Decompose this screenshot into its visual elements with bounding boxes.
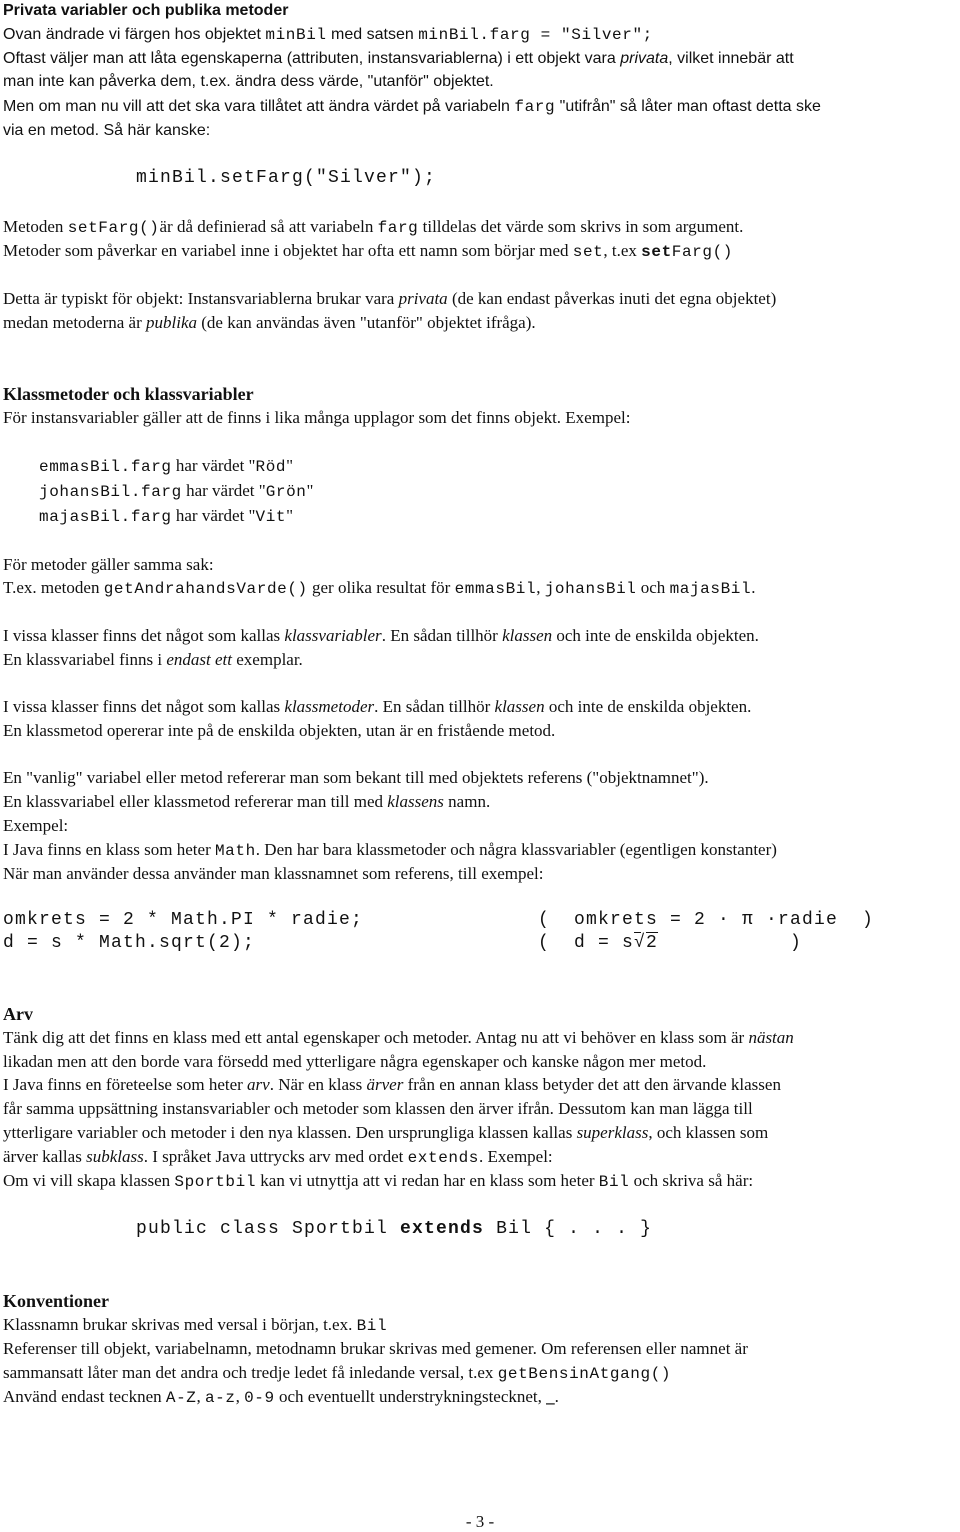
paragraph-line: En klassvariabel eller klassmetod refererar man till med klassens namn. (3, 792, 491, 811)
code-example-setfarg: minBil.setFarg("Silver"); (136, 168, 437, 188)
paragraph-line: I vissa klasser finns det något som kallas klassvariabler. En sådan tillhör klassen och inte de enskilda objekten. (3, 626, 759, 645)
paragraph-line: ytterligare variabler och metoder i den nya klassen. Den ursprungliga klassen kallas superklass, och klassen som (3, 1123, 769, 1142)
example-line: emmasBil.farg har värdet "Röd" (39, 456, 294, 476)
section-title-konventioner: Konventioner (3, 1291, 109, 1311)
example-line: johansBil.farg har värdet "Grön" (39, 481, 314, 501)
paragraph-line: Använd endast tecknen A-Z, a-z, 0-9 och eventuellt understrykningstecknet, _. (3, 1387, 559, 1407)
paragraph-line: En klassmetod opererar inte på de enskilda objekten, utan är en fristående metod. (3, 721, 556, 740)
code-sportbil: public class Sportbil extends Bil { . . . } (136, 1219, 653, 1239)
paragraph-line: Oftast väljer man att låta egenskaperna (attributen, instansvariablerna) i ett objekt vara privata, vilket innebär att (3, 50, 794, 67)
paragraph-line: En "vanlig" variabel eller metod refererar man som bekant till med objektets referens ("objektnamnet"). (3, 768, 709, 787)
paragraph-line: Klassnamn brukar skrivas med versal i början, t.ex. Bil (3, 1315, 388, 1335)
math-sqrt: ( d = s√2 ) (538, 933, 803, 953)
paragraph-line: Ovan ändrade vi färgen hos objektet minBil med satsen minBil.farg = "Silver"; (3, 26, 653, 44)
inline-code: set (572, 243, 604, 261)
paragraph-line: När man använder dessa använder man klassnamnet som referens, till exempel: (3, 864, 544, 883)
inline-code: minBil.farg = "Silver"; (418, 26, 653, 44)
paragraph-line: Referenser till objekt, variabelnamn, metodnamn brukar skrivas med gemener. Om referensen eller namnet är (3, 1339, 748, 1358)
paragraph-line: Exempel: (3, 816, 69, 835)
sqrt-symbol: √2 (634, 933, 659, 953)
inline-code: farg (377, 219, 419, 237)
code-sqrt: d = s * Math.sqrt(2); (3, 933, 256, 953)
paragraph-line: En klassvariabel finns i endast ett exemplar. (3, 650, 303, 669)
paragraph-line: man inte kan påverka dem, t.ex. ändra dess värde, "utanför" objektet. (3, 73, 494, 90)
paragraph-line: via en metod. Så här kanske: (3, 122, 211, 139)
paragraph-line: T.ex. metoden getAndrahandsVarde() ger olika resultat för emmasBil, johansBil och majasBil. (3, 578, 756, 598)
paragraph-line: Detta är typiskt för objekt: Instansvariablerna brukar vara privata (de kan endast påverkas inuti det egna objektet) (3, 289, 777, 308)
paragraph-line: Om vi vill skapa klassen Sportbil kan vi utnyttja att vi redan har en klass som heter Bil och skriva så här: (3, 1171, 754, 1191)
section-title-arv: Arv (3, 1004, 33, 1024)
math-omkrets: ( omkrets = 2 · π ·radie ) (538, 910, 875, 930)
paragraph-line: medan metoderna är publika (de kan användas även "utanför" objektet ifråga). (3, 313, 536, 332)
inline-code: Farg() (671, 243, 733, 261)
inline-code: setFarg() (67, 219, 160, 237)
paragraph-line: Men om man nu vill att det ska vara tillåtet att ändra värdet på variabeln farg "utifrån" så låter man oftast detta ske (3, 98, 821, 116)
paragraph-line: I Java finns en klass som heter Math. Den har bara klassmetoder och några klassvariabler (egentligen konstanter) (3, 840, 777, 860)
paragraph-line: Metoder som påverkar en variabel inne i objektet har ofta ett namn som börjar med set, t.ex setFarg() (3, 241, 733, 261)
paragraph-line: Metoden setFarg()är då definierad så att variabeln farg tilldelas det värde som skrivs in som argument. (3, 217, 744, 237)
paragraph-line: ärver kallas subklass. I språket Java uttrycks arv med ordet extends. Exempel: (3, 1147, 553, 1167)
inline-code: minBil (265, 26, 327, 44)
paragraph-line: likadan men att den borde vara försedd med ytterligare några egenskaper och kanske någon mer metod. (3, 1052, 707, 1071)
paragraph-line: I vissa klasser finns det något som kallas klassmetoder. En sådan tillhör klassen och inte de enskilda objekten. (3, 697, 752, 716)
example-line: majasBil.farg har värdet "Vit" (39, 506, 294, 526)
paragraph-line: sammansatt låter man det andra och tredje ledet få inledande versal, t.ex getBensinAtgang() (3, 1363, 672, 1383)
paragraph-line: får samma uppsättning instansvariabler och metoder som klassen den ärver ifrån. Dessutom kan man lägga till (3, 1099, 753, 1118)
paragraph-line: För metoder gäller samma sak: (3, 555, 214, 574)
paragraph-line: För instansvariabler gäller att de finns i lika många upplagor som det finns objekt. Exempel: (3, 408, 631, 427)
inline-code: set (641, 243, 672, 261)
paragraph-line: Tänk dig att det finns en klass med ett antal egenskaper och metoder. Antag nu att vi behöver en klass som är nästan (3, 1028, 794, 1047)
code-omkrets: omkrets = 2 * Math.PI * radie; (3, 910, 364, 930)
inline-code: farg (514, 98, 556, 116)
page-number: - 3 - (465, 1512, 495, 1531)
section-title-privata: Privata variabler och publika metoder (3, 2, 289, 19)
section-title-klassmetoder: Klassmetoder och klassvariabler (3, 384, 254, 404)
paragraph-line: I Java finns en företeelse som heter arv. När en klass ärver från en annan klass betyder det att den ärvande klassen (3, 1075, 781, 1094)
